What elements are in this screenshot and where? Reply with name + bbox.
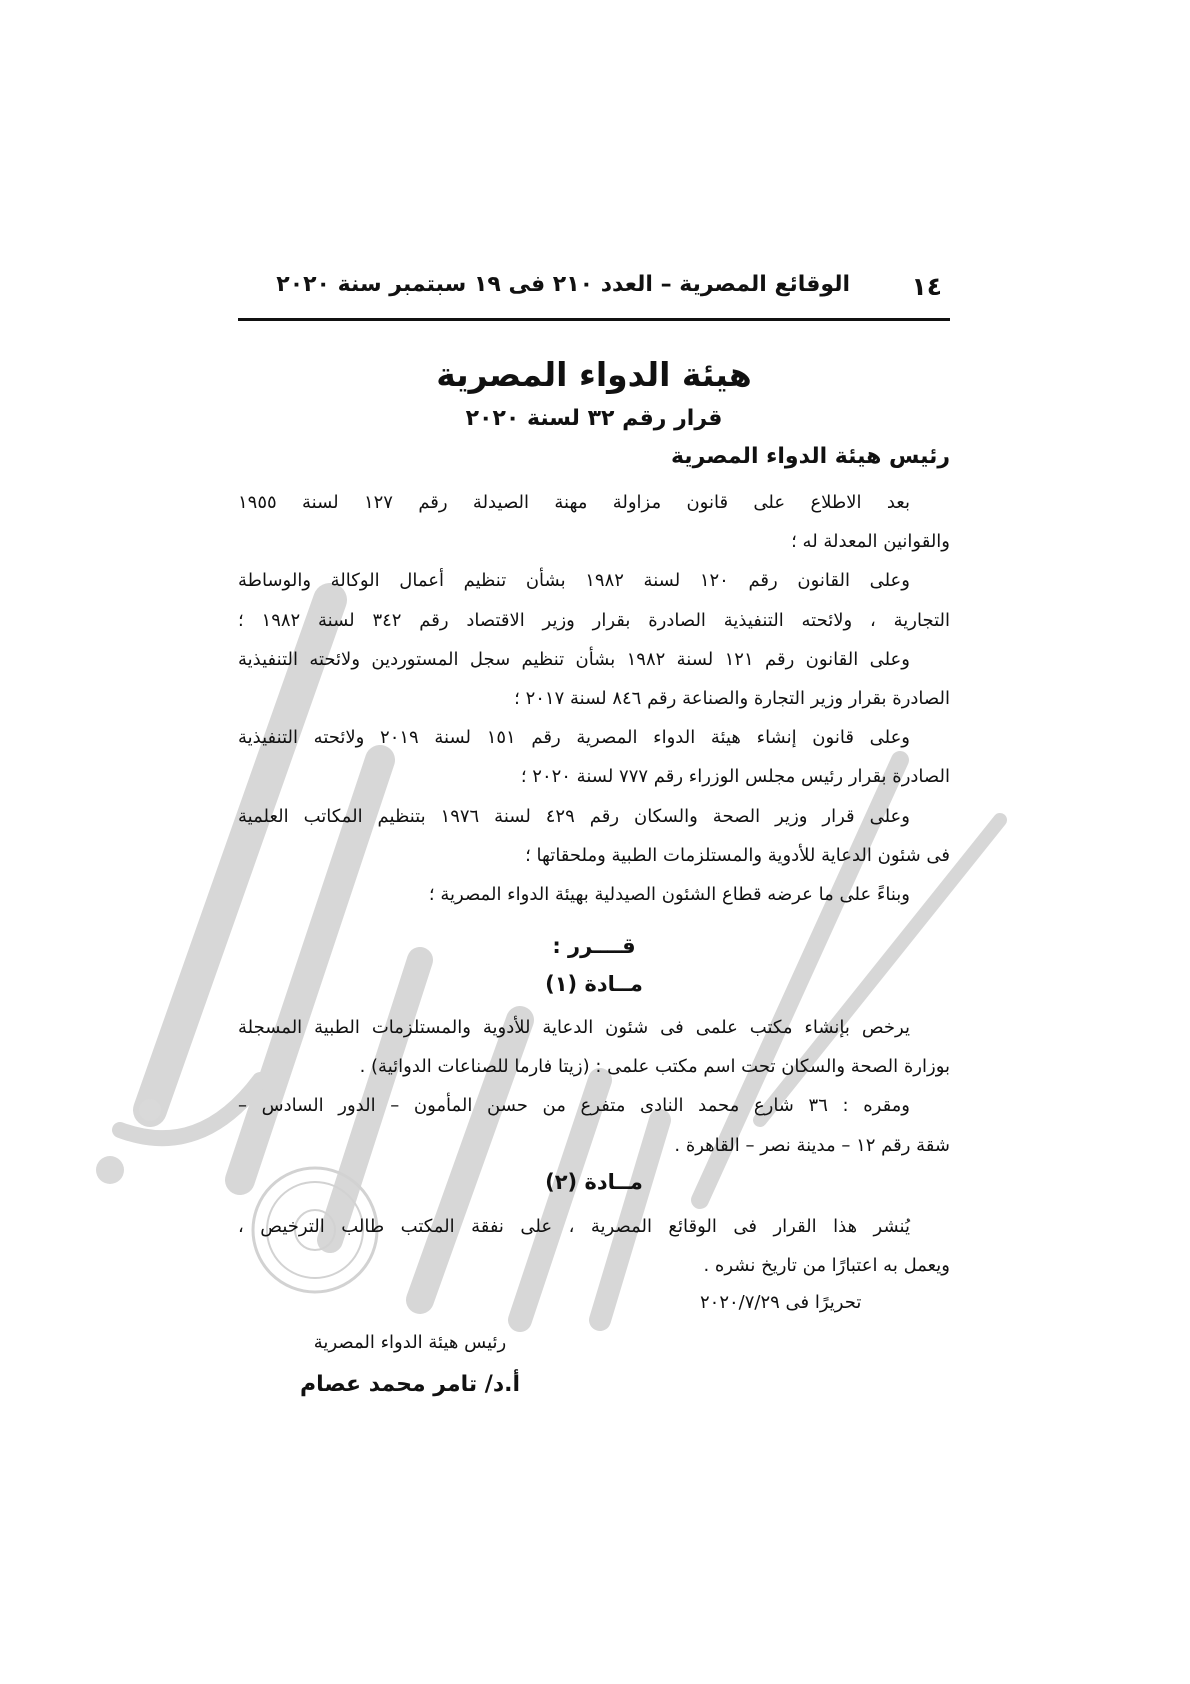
issue-date: تحريرًا فى ٢٠٢٠/٧/٢٩ <box>700 1292 862 1313</box>
preamble <box>238 483 950 914</box>
text-line: فى شئون الدعاية للأدوية والمستلزمات الطبية وملحقاتها ؛ <box>525 844 950 866</box>
signatory-name: أ.د/ تامر محمد عصام <box>299 1372 521 1397</box>
text-line: ومقره : ٣٦ شارع محمد النادى متفرع من حسن المأمون – الدور السادس – <box>238 1095 911 1117</box>
page-header <box>238 272 950 312</box>
header-rule <box>238 318 950 321</box>
text-line: وعلى القانون رقم ١٢٠ لسنة ١٩٨٢ بشأن تنظيم أعمال الوكالة والوساطة <box>238 570 910 592</box>
running-head: الوقائع المصرية – العدد ٢١٠ فى ١٩ سبتمبر سنة ٢٠٢٠ <box>276 272 850 297</box>
page-number: ١٤ <box>911 272 942 301</box>
article-2-heading: مــادة (٢) <box>545 1170 643 1194</box>
text-line: بوزارة الصحة والسكان تحت اسم مكتب علمى : (زيتا فارما للصناعات الدوائية) . <box>359 1056 950 1078</box>
text-line: بعد الاطلاع على قانون مزاولة مهنة الصيدلة رقم ١٢٧ لسنة ١٩٥٥ <box>238 492 910 513</box>
text-line: الصادرة بقرار رئيس مجلس الوزراء رقم ٧٧٧ لسنة ٢٠٢٠ ؛ <box>520 766 950 788</box>
text-line: وعلى قانون إنشاء هيئة الدواء المصرية رقم ١٥١ لسنة ٢٠١٩ ولائحته التنفيذية <box>238 727 910 749</box>
document-title: هيئة الدواء المصرية <box>436 355 752 394</box>
text-line: ويعمل به اعتبارًا من تاريخ نشره . <box>703 1255 950 1277</box>
decided-heading: قــــرر : <box>552 934 636 958</box>
article-1-heading: مــادة (١) <box>545 972 643 996</box>
text-line: والقوانين المعدلة له ؛ <box>791 531 950 553</box>
text-line: وعلى القانون رقم ١٢١ لسنة ١٩٨٢ بشأن تنظيم سجل المستوردين ولائحته التنفيذية <box>238 648 910 670</box>
decree-number: قرار رقم ٣٢ لسنة ٢٠٢٠ <box>465 406 723 431</box>
article-1-body <box>238 1008 950 1165</box>
text-line: شقة رقم ١٢ – مدينة نصر – القاهرة . <box>674 1134 950 1156</box>
issuer-heading: رئيس هيئة الدواء المصرية <box>670 444 950 469</box>
text-line: يرخص بإنشاء مكتب علمى فى شئون الدعاية للأدوية والمستلزمات الطبية المسجلة <box>238 1017 910 1038</box>
text-line: وعلى قرار وزير الصحة والسكان رقم ٤٢٩ لسنة ١٩٧٦ بتنظيم المكاتب العلمية <box>238 805 910 827</box>
article-2-body <box>238 1207 950 1285</box>
signatory-title: رئيس هيئة الدواء المصرية <box>313 1332 507 1353</box>
text-line: التجارية ، ولائحته التنفيذية الصادرة بقرار وزير الاقتصاد رقم ٣٤٢ لسنة ١٩٨٢ ؛ <box>238 609 950 631</box>
text-line: وبناءً على ما عرضه قطاع الشئون الصيدلية بهيئة الدواء المصرية ؛ <box>428 884 910 906</box>
text-line: يُنشر هذا القرار فى الوقائع المصرية ، على نفقة المكتب طالب الترخيص ، <box>238 1216 910 1237</box>
text-line: الصادرة بقرار وزير التجارة والصناعة رقم ٨٤٦ لسنة ٢٠١٧ ؛ <box>514 688 950 710</box>
